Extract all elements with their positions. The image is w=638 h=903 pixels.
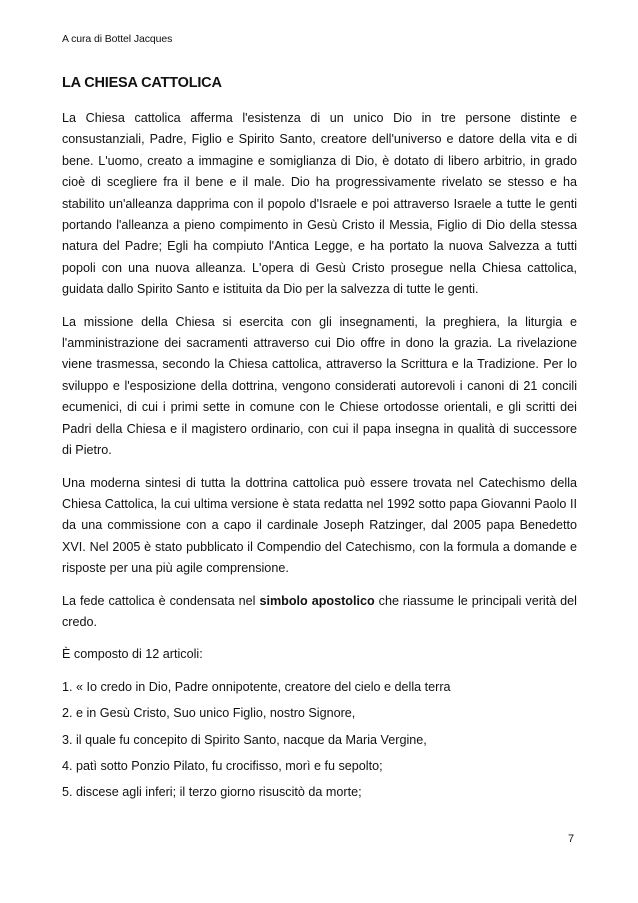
paragraph-catechism: Una moderna sintesi di tutta la dottrina cattolica può essere trovata nel Catechismo della Chiesa Cattolica, la cui ultima versione è stata redatta nel 1992 sotto papa Giovanni Paolo II da una commissione con a capo il cardinale Joseph Ratzinger, dal 2005 papa Benedetto XVI. Nel 2005 è stato pubblicato il Compendio del Catechismo, con la formula a domande e risposte per una più agile comprensione.: [62, 475, 577, 576]
symbol-text-after: che riassume le principali verità del credo.: [62, 593, 577, 629]
article-item: 1. « Io credo in Dio, Padre onnipotente, creatore del cielo e della terra: [62, 679, 451, 694]
article-item: 2. e in Gesù Cristo, Suo unico Figlio, nostro Signore,: [62, 706, 356, 721]
article-item: 3. il quale fu concepito di Spirito Santo, nacque da Maria Vergine,: [62, 732, 427, 747]
running-header: A cura di Bottel Jacques: [62, 33, 173, 45]
paragraph-apostolic-symbol: [62, 591, 577, 634]
symbol-text-before: La fede cattolica è condensata nel: [62, 593, 260, 608]
symbol-bold-term: simbolo apostolico: [259, 593, 375, 608]
section-title: LA CHIESA CATTOLICA: [62, 75, 222, 91]
document-body: [62, 108, 577, 809]
paragraph-mission: La missione della Chiesa si esercita con gli insegnamenti, la preghiera, la liturgia e l'amministrazione dei sacramenti attraverso cui Dio offre in dono la grazia. La rivelazione viene trasmessa, secondo la Chiesa cattolica, attraverso la Scrittura e la Tradizione. Per lo sviluppo e l'esposizione della dottrina, vengono considerati autorevoli i canoni di 21 concili ecumenici, di cui i primi sette in comune con le Chiese ortodosse orientali, e gli scritti dei Padri della Chiesa e il magistero ordinario, con cui il papa insegna in qualità di successore di Pietro.: [62, 314, 577, 458]
paragraph-composition: È composto di 12 articoli:: [62, 647, 203, 662]
article-item: 5. discese agli inferi; il terzo giorno risuscitò da morte;: [62, 785, 362, 800]
page-number: 7: [568, 833, 575, 845]
article-item: 4. patì sotto Ponzio Pilato, fu crocifisso, morì e fu sepolto;: [62, 758, 383, 773]
paragraph-doctrine: La Chiesa cattolica afferma l'esistenza di un unico Dio in tre persone distinte e consustanziali, Padre, Figlio e Spirito Santo, creatore dell'universo e datore della vita e di bene. L'uomo, creato a immagine e somiglianza di Dio, è dotato di libero arbitrio, in grado cioè di scegliere fra il bene e il male. Dio ha progressivamente rivelato se stesso e ha stabilito un'alleanza dapprima con il popolo d'Israele e poi attraverso Israele a tutte le genti portando l'alleanza a pieno compimento in Gesù Cristo il Messia, Figlio di Dio della stessa natura del Padre; Egli ha compiuto l'Antica Legge, e ha portato la nuova Salvezza a tutti popoli con una nuova alleanza. L'opera di Gesù Cristo prosegue nella Chiesa cattolica, guidata dallo Spirito Santo e istituita da Dio per la salvezza di tutte le genti.: [62, 111, 577, 297]
